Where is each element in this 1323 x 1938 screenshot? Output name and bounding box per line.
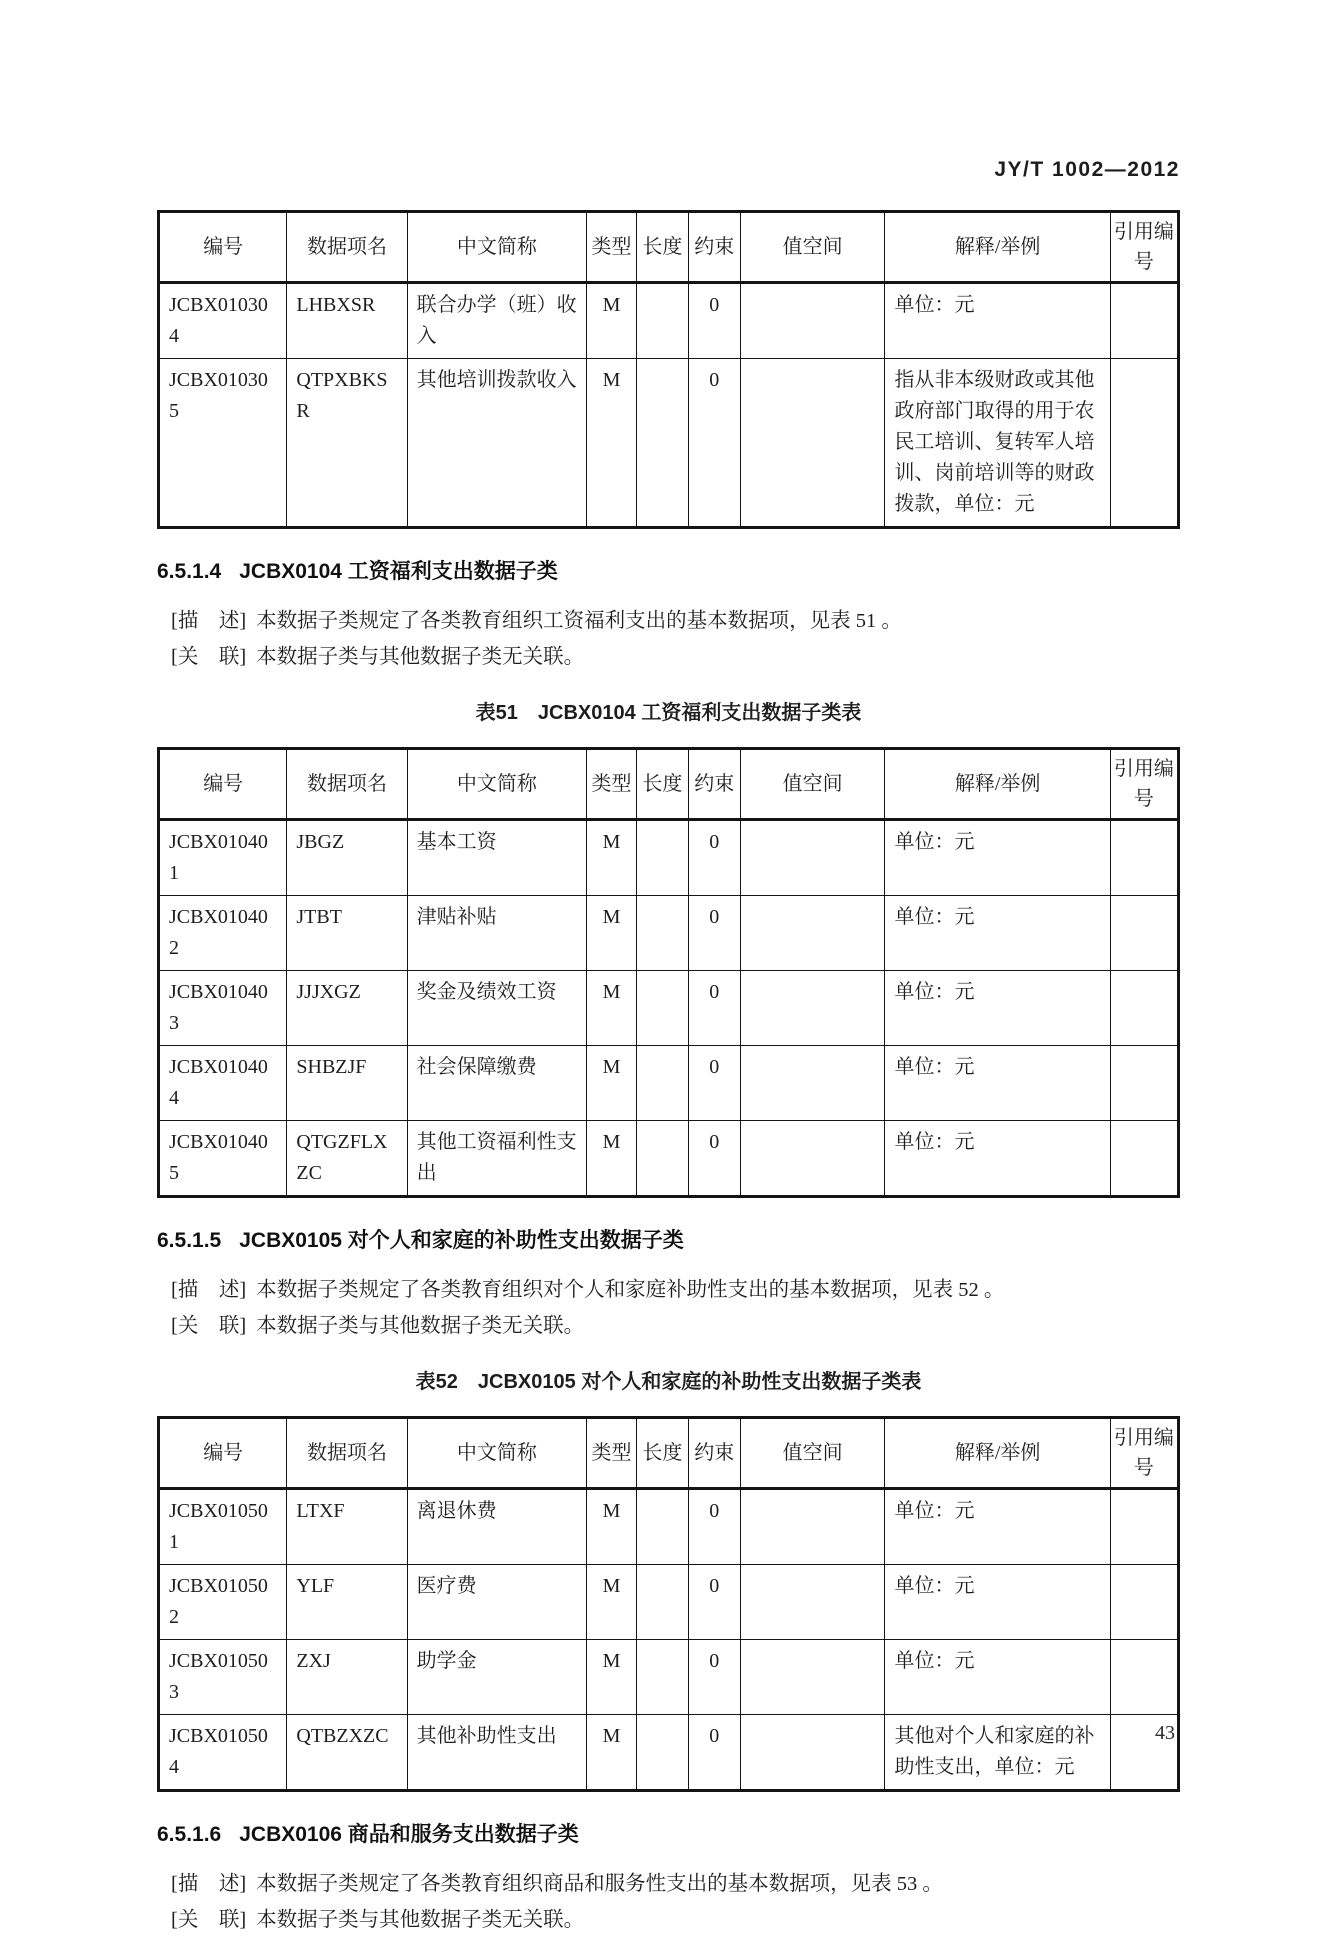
table-row [159,1121,1179,1197]
table-body [159,283,1179,528]
description-paragraph [157,603,1180,639]
table-cell: JCBX010502 [159,1565,287,1640]
table-cell: 指从非本级财政或其他政府部门取得的用于农民工培训、复转军人培训、岗前培训等的财政拨款，单位：元 [885,359,1110,528]
column-header: 解释/举例 [885,212,1110,283]
column-header: 数据项名 [287,749,407,820]
relation-paragraph [157,639,1180,675]
column-header: 引用编号 [1110,1418,1178,1489]
section-number: 6.5.1.5 [157,1229,222,1252]
table-cell [740,1640,885,1715]
table-cell: JBGZ [287,820,407,896]
table-header-row [159,749,1179,820]
description-paragraph [157,1866,1180,1902]
table-cell [740,971,885,1046]
table-cell [636,283,688,359]
column-header: 值空间 [740,749,885,820]
table-cell: QTPXBKSR [287,359,407,528]
table-cell: YLF [287,1565,407,1640]
relation-label: [关 联] [171,1315,247,1337]
table-cell: M [587,1565,637,1640]
table-cell [1110,283,1178,359]
table-cell: JJJXGZ [287,971,407,1046]
table-cell [1110,820,1178,896]
table-51-caption: 表51 JCBX0104 工资福利支出数据子类表 [475,702,862,724]
table-cell: 社会保障缴费 [407,1046,586,1121]
table-row [159,359,1179,528]
table-cell: JCBX010503 [159,1640,287,1715]
table-cell [740,1121,885,1197]
table-cell: 津贴补贴 [407,896,586,971]
table-row [159,1715,1179,1791]
table-row [159,1565,1179,1640]
table-cell: M [587,971,637,1046]
table-cell: 0 [688,1565,740,1640]
table-cell: QTGZFLXZC [287,1121,407,1197]
column-header: 类型 [587,1418,637,1489]
column-header: 编号 [159,1418,287,1489]
table-cell: 助学金 [407,1640,586,1715]
table-cell: 单位：元 [885,820,1110,896]
relation-label: [关 联] [171,646,247,668]
table-header-row [159,212,1179,283]
table-cell: LTXF [287,1489,407,1565]
column-header: 类型 [587,212,637,283]
column-header: 中文简称 [407,749,586,820]
table-cell [636,896,688,971]
section-title: JCBX0104 工资福利支出数据子类 [239,560,558,583]
description-label: [描 述] [171,610,247,632]
column-header: 编号 [159,212,287,283]
table-cell: M [587,283,637,359]
table-cell: 0 [688,896,740,971]
table-header-cells [159,749,1179,820]
table-cell: 单位：元 [885,1121,1110,1197]
table-cell [636,359,688,528]
page-number: 43 [1155,1722,1175,1744]
table-cell [1110,971,1178,1046]
table-cell: 联合办学（班）收入 [407,283,586,359]
table-51 [157,747,1180,1198]
table-cell [1110,1489,1178,1565]
table-cell [636,1565,688,1640]
table-cell: 0 [688,1046,740,1121]
description-label: [描 述] [171,1873,247,1895]
table-cell: 单位：元 [885,283,1110,359]
table-cell [1110,1121,1178,1197]
table-cell: JCBX010404 [159,1046,287,1121]
table-cell [740,820,885,896]
column-header: 中文简称 [407,212,586,283]
relation-paragraph [157,1902,1180,1938]
column-header: 约束 [688,212,740,283]
table-cell: 基本工资 [407,820,586,896]
table-cell: 单位：元 [885,1640,1110,1715]
column-header: 解释/举例 [885,1418,1110,1489]
table-cell [740,283,885,359]
table-cell: 其他对个人和家庭的补助性支出，单位：元 [885,1715,1110,1791]
table-cell: JCBX010405 [159,1121,287,1197]
relation-text: 本数据子类与其他数据子类无关联。 [256,646,585,668]
table-cell: 0 [688,1489,740,1565]
description-text: 本数据子类规定了各类教育组织对个人和家庭补助性支出的基本数据项，见表 52 。 [256,1279,1005,1301]
table-cell: 单位：元 [885,1489,1110,1565]
table-cell: 0 [688,1715,740,1791]
table-cell: M [587,1489,637,1565]
table-cell: JCBX010403 [159,971,287,1046]
table-cell [636,1489,688,1565]
column-header: 值空间 [740,212,885,283]
table-cell: M [587,359,637,528]
description-text: 本数据子类规定了各类教育组织工资福利支出的基本数据项，见表 51 。 [256,610,902,632]
column-header: 数据项名 [287,1418,407,1489]
table-cell: JCBX010402 [159,896,287,971]
column-header: 引用编号 [1110,749,1178,820]
table-header-cells [159,212,1179,283]
description-paragraph [157,1272,1180,1308]
table-body [159,1489,1179,1791]
section-title: JCBX0105 对个人和家庭的补助性支出数据子类 [239,1229,684,1252]
table-header-row [159,1418,1179,1489]
table-cell: 其他工资福利性支出 [407,1121,586,1197]
relation-text: 本数据子类与其他数据子类无关联。 [256,1315,585,1337]
table-cell: ZXJ [287,1640,407,1715]
table-cell: 单位：元 [885,1565,1110,1640]
description-label: [描 述] [171,1279,247,1301]
table-row [159,896,1179,971]
table-cell [1110,1565,1178,1640]
column-header: 长度 [636,1418,688,1489]
table-row [159,820,1179,896]
table-cell [740,1715,885,1791]
table-cell: JCBX010504 [159,1715,287,1791]
table-body [159,820,1179,1197]
description-text: 本数据子类规定了各类教育组织商品和服务性支出的基本数据项，见表 53 。 [256,1873,943,1895]
table-cell: M [587,1046,637,1121]
table-cell: SHBZJF [287,1046,407,1121]
table-cell: 单位：元 [885,1046,1110,1121]
table-header-cells [159,1418,1179,1489]
column-header: 长度 [636,749,688,820]
table-cell: M [587,896,637,971]
section-heading-6516 [157,1822,1180,1848]
table-cell [1110,896,1178,971]
section-number: 6.5.1.4 [157,560,222,583]
table-52 [157,1416,1180,1792]
table-cell: 0 [688,1640,740,1715]
column-header: 解释/举例 [885,749,1110,820]
table-cell [1110,359,1178,528]
table-cell: 其他培训拨款收入 [407,359,586,528]
table-cell: 其他补助性支出 [407,1715,586,1791]
section-heading-6515 [157,1228,1180,1254]
table-cell: 0 [688,283,740,359]
table-cell: 0 [688,820,740,896]
relation-text: 本数据子类与其他数据子类无关联。 [256,1909,585,1931]
section-heading-6514 [157,559,1180,585]
table-cell: 单位：元 [885,971,1110,1046]
table-cell [740,1046,885,1121]
table-52-caption: 表52 JCBX0105 对个人和家庭的补助性支出数据子类表 [415,1371,922,1393]
table-cell: M [587,1640,637,1715]
column-header: 类型 [587,749,637,820]
column-header: 中文简称 [407,1418,586,1489]
table-cell: M [587,820,637,896]
table-cell: 离退休费 [407,1489,586,1565]
table-cell [636,1715,688,1791]
table-cell [636,820,688,896]
table-cell [636,1640,688,1715]
table-cell: LHBXSR [287,283,407,359]
table-cell [740,896,885,971]
table-cell: QTBZXZC [287,1715,407,1791]
column-header: 数据项名 [287,212,407,283]
table-cell [636,971,688,1046]
column-header: 约束 [688,749,740,820]
standard-number: JY/T 1002—2012 [994,158,1180,181]
table-cell: 0 [688,971,740,1046]
table-cell [740,1489,885,1565]
relation-paragraph [157,1308,1180,1344]
table-cell: M [587,1121,637,1197]
table-cell: JTBT [287,896,407,971]
table-row [159,1640,1179,1715]
table-cell: 医疗费 [407,1565,586,1640]
continuation-table [157,210,1180,529]
column-header: 编号 [159,749,287,820]
section-title: JCBX0106 商品和服务支出数据子类 [239,1823,579,1846]
table-cell [1110,1046,1178,1121]
table-cell [740,1565,885,1640]
table-cell [636,1121,688,1197]
column-header: 约束 [688,1418,740,1489]
table-cell: 0 [688,1121,740,1197]
table-cell: JCBX010401 [159,820,287,896]
column-header: 值空间 [740,1418,885,1489]
table-cell [740,359,885,528]
table-cell [636,1046,688,1121]
column-header: 引用编号 [1110,212,1178,283]
table-row [159,971,1179,1046]
table-cell: 奖金及绩效工资 [407,971,586,1046]
table-row [159,1046,1179,1121]
table-row [159,283,1179,359]
table-cell: 单位：元 [885,896,1110,971]
table-cell [1110,1640,1178,1715]
relation-label: [关 联] [171,1909,247,1931]
table-cell: M [587,1715,637,1791]
column-header: 长度 [636,212,688,283]
table-cell: JCBX010305 [159,359,287,528]
table-row [159,1489,1179,1565]
section-number: 6.5.1.6 [157,1823,222,1846]
table-cell: 0 [688,359,740,528]
table-cell: JCBX010304 [159,283,287,359]
table-cell: JCBX010501 [159,1489,287,1565]
